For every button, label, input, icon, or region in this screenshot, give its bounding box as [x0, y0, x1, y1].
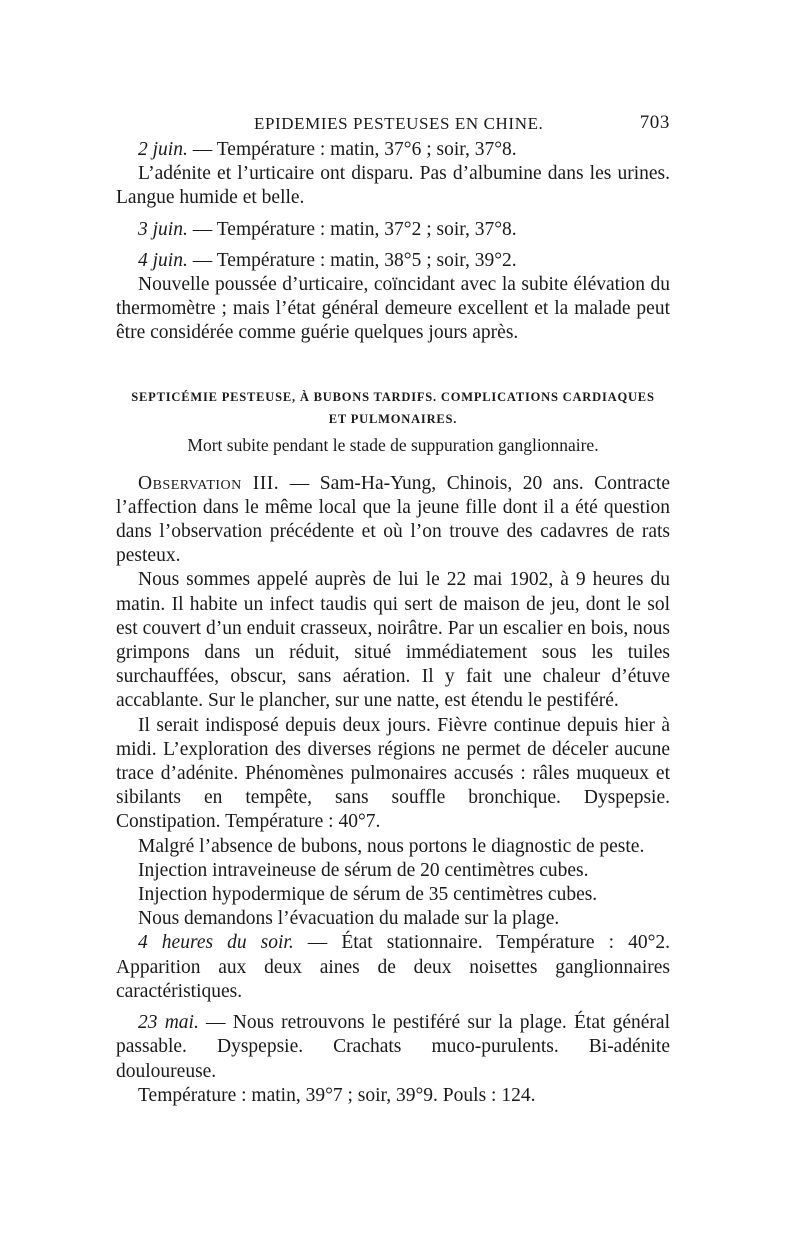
running-title: EPIDEMIES PESTEUSES EN CHINE. — [254, 114, 544, 133]
entry-text: — Température : matin, 37°6 ; soir, 37°8. — [187, 139, 517, 160]
observation-label: Observation III. — [138, 472, 280, 494]
observation-intro — [116, 472, 670, 569]
temperature-line: Température : matin, 39°7 ; soir, 39°9. Pouls : 124. — [138, 1084, 536, 1106]
observation-paragraph: Injection hypodermique de sérum de 35 centimètres cubes. — [138, 884, 598, 906]
observation-paragraph: Il serait indisposé depuis deux jours. Fièvre continue depuis hier à midi. L’exploration des diverses régions ne permet de déceler aucune trace d’adénite. Phénomènes pulmonaires accusés : râles muqueux et sibilants en tempête, sans souffle bronchique. Dyspepsie. Constipation. Température : 40°7. — [116, 714, 670, 833]
entry-date: 4 heures du soir. — [138, 932, 294, 954]
observation-paragraph: Malgré l’absence de bubons, nous portons le diagnostic de peste. — [138, 835, 645, 857]
entry-text: — Température : matin, 37°2 ; soir, 37°8. — [187, 218, 517, 240]
section-heading-line: ET PULMONAIRES. — [328, 411, 458, 426]
observation-paragraph: Nous sommes appelé auprès de lui le 22 mai 1902, à 9 heures du matin. Il habite un infect taudis qui sert de maison de jeu, dont le sol est couvert d’un enduit crasseux, noirâtre. Par un escalier en bois, nous grimpons dans un réduit, situé immédiatement sous les tuiles surchauffées, obscur, sans aération. Il y fait une chaleur d’étuve accablante. Sur le plancher, sur une natte, est étendu le pestiféré. — [116, 569, 670, 712]
observation-paragraph: Nous demandons l’évacuation du malade sur la plage. — [138, 908, 560, 930]
entry-june-2 — [116, 138, 670, 162]
entry-date: 4 juin. — [138, 249, 188, 271]
entry-continuation: L’adénite et l’urticaire ont disparu. Pas d’albumine dans les urines. Langue humide et belle. — [116, 163, 670, 209]
entry-june-4 — [116, 249, 670, 273]
observation-paragraph: Injection intraveineuse de sérum de 20 centimètres cubes. — [138, 859, 589, 881]
entry-date: 23 mai. — [138, 1012, 199, 1034]
section-heading — [116, 386, 670, 430]
book-page — [116, 108, 670, 1108]
entry-may-23 — [116, 1011, 670, 1084]
entry-text: — État stationnaire. Température : 40°2. Apparition aux deux aines de deux noisettes ganglionnaires caractéristiques. — [116, 932, 670, 1002]
section-subheading: Mort subite pendant le stade de suppuration ganglionnaire. — [187, 434, 599, 455]
entry-text: — Température : matin, 38°5 ; soir, 39°2. — [187, 249, 517, 271]
entry-date: 3 juin. — [138, 218, 188, 240]
evening-entry — [116, 931, 670, 1004]
entry-june-3 — [116, 218, 670, 242]
entry-text: — Nous retrouvons le pestiféré sur la plage. État général passable. Dyspepsie. Crachats muco-purulents. Bi-adénite douloureuse. — [116, 1012, 671, 1082]
observation-intro-text: — Sam-Ha-Yung, Chinois, 20 ans. Contracte l’affection dans le même local que la jeune fille dont il a été question dans l’observation précédente et où l’on trouve des cadavres de rats pesteux. — [116, 472, 670, 567]
page-number: 703 — [639, 112, 670, 133]
entry-date: 2 juin. — [138, 139, 188, 160]
section-heading-line: SEPTICÉMIE PESTEUSE, À BUBONS TARDIFS. COMPLICATIONS CARDIAQUES — [131, 389, 655, 404]
page-header — [116, 108, 670, 138]
entry-continuation: Nouvelle poussée d’urticaire, coïncidant avec la subite élévation du thermomètre ; mais l’état général demeure excellent et la malade peut être considérée comme guérie quelques jours après. — [116, 274, 670, 344]
